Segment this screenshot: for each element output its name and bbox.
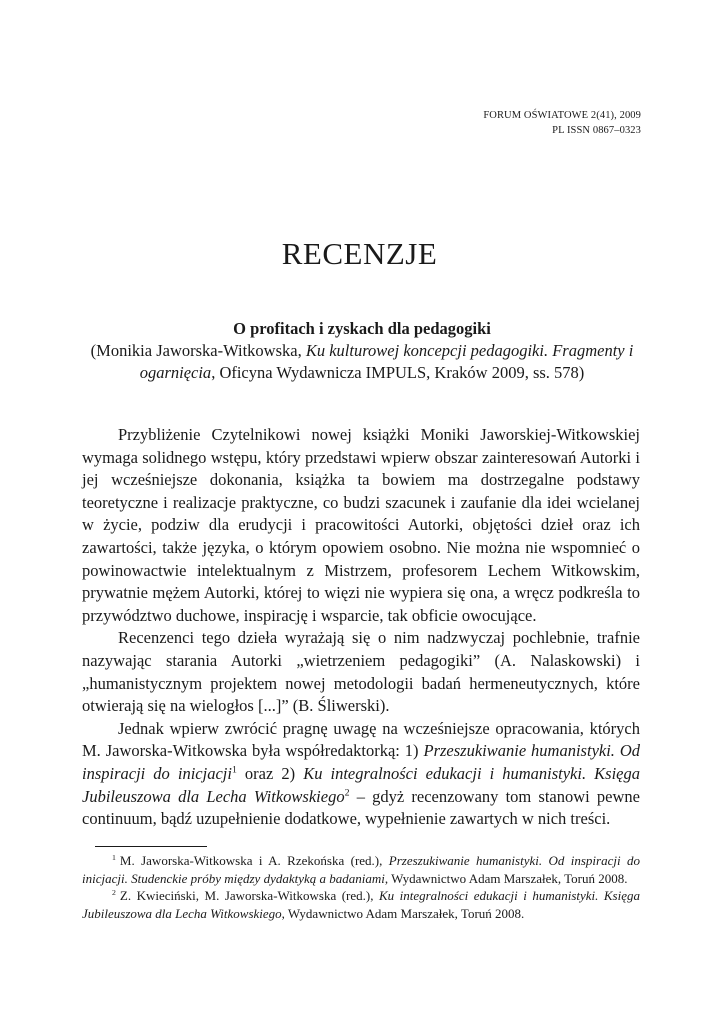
paragraph-3 bbox=[82, 718, 640, 831]
journal-header bbox=[483, 108, 641, 138]
footnote-ref-1[interactable]: 1 bbox=[231, 764, 237, 776]
footnote-number-2: 2 bbox=[112, 887, 116, 897]
citation-close: , Oficyna Wydawnicza IMPULS, Kraków 2009, ss. 578) bbox=[211, 363, 585, 382]
footnotes bbox=[82, 852, 640, 922]
footnote-1 bbox=[82, 852, 640, 887]
footnote-2-text-a: Z. Kwieciński, M. Jaworska-Witkowska (red.), bbox=[119, 888, 379, 903]
journal-name: FORUM OŚWIATOWE 2(41), 2009 bbox=[483, 110, 641, 121]
review-heading bbox=[82, 318, 642, 384]
paragraph-3-text-e: – gdyż recenzowany tom stanowi pewne continuum, bądź uzupełnienie dodatkowe, wypełnienie zawartych w nich treści. bbox=[82, 786, 640, 829]
book-citation bbox=[82, 340, 642, 384]
review-title: O profitach i zyskach dla pedagogiki bbox=[233, 319, 491, 338]
paragraph-1: Przybliżenie Czytelnikowi nowej książki Moniki Jaworskiej-Witkowskiej wymaga solidnego wstępu, który przedstawi wpierw obszar zainteresowań Autorki i jej wcześniejsze dokonania, książka ta bowiem ma dostrzegalne podstawy teoretyczne i realizacje praktyczne, co budzi szacunek i zaufanie dla idei wcielanej w życie, podziw dla erudycji i pracowitości Autorki, objętości dzieł oraz ich zawartości, także języka, o którym opowiem osobno. Nie można nie wspomnieć o powinowactwie intelektualnym z Mistrzem, profesorem Lechem Witkowskim, prywatnie mężem Autorki, której to więzi nie wypiera się ona, a wręcz podkreśla to przywództwo duchowe, inspirację i wsparcie, tak obficie owocujące. bbox=[82, 425, 640, 625]
footnote-2-title: Ku integralności edukacji i humanistyki. Księga Jubileuszowa dla Lecha Witkowskiego bbox=[82, 888, 640, 921]
footnote-2-text-c: , Wydawnictwo Adam Marszałek, Toruń 2008. bbox=[281, 905, 525, 921]
book-title: Ku kulturowej koncepcji pedagogiki. Fragmenty i ogarnięcia bbox=[139, 341, 634, 382]
citation-open: (Monikia Jaworska-Witkowska, bbox=[90, 341, 306, 360]
cited-work-1: Przeszukiwanie humanistyki. Od inspiracji do inicjacji bbox=[82, 741, 641, 783]
footnote-1-text-c: , Wydawnictwo Adam Marszałek, Toruń 2008. bbox=[384, 870, 628, 886]
issn-number: PL ISSN 0867–0323 bbox=[552, 125, 641, 136]
paragraph-2: Recenzenci tego dzieła wyrażają się o nim nadzwyczaj pochlebnie, trafnie nazywając starania Autorki „wietrzeniem pedagogiki” (A. Nalaskowski) i „humanistycznym projektem nowej metodologii badań hermeneutycznych, które otwierają się na wielogłos [...]” (B. Śliwerski). bbox=[82, 628, 640, 716]
footnote-1-text-a: M. Jaworska-Witkowska i A. Rzekońska (red.), bbox=[119, 853, 389, 868]
review-body bbox=[82, 424, 640, 831]
cited-work-2: Ku integralności edukacji i humanistyki. Księga Jubileuszowa dla Lecha Witkowskiego bbox=[82, 763, 640, 806]
section-title: RECENZJE bbox=[281, 236, 438, 271]
footnote-1-title: Przeszukiwanie humanistyki. Od inspiracji do inicjacji. Studenckie próby między dydaktyką a badaniami bbox=[82, 853, 640, 886]
footnote-2 bbox=[82, 887, 640, 922]
footnote-divider bbox=[95, 846, 207, 847]
footnote-ref-2[interactable]: 2 bbox=[344, 787, 350, 798]
footnote-number-1: 1 bbox=[112, 852, 116, 862]
paragraph-3-text-c: oraz 2) bbox=[236, 763, 304, 783]
paragraph-3-text-a: Jednak wpierw zwrócić pragnę uwagę na wcześniejsze opracowania, których M. Jaworska-Witkowska była współredaktorką: 1) bbox=[82, 718, 640, 761]
